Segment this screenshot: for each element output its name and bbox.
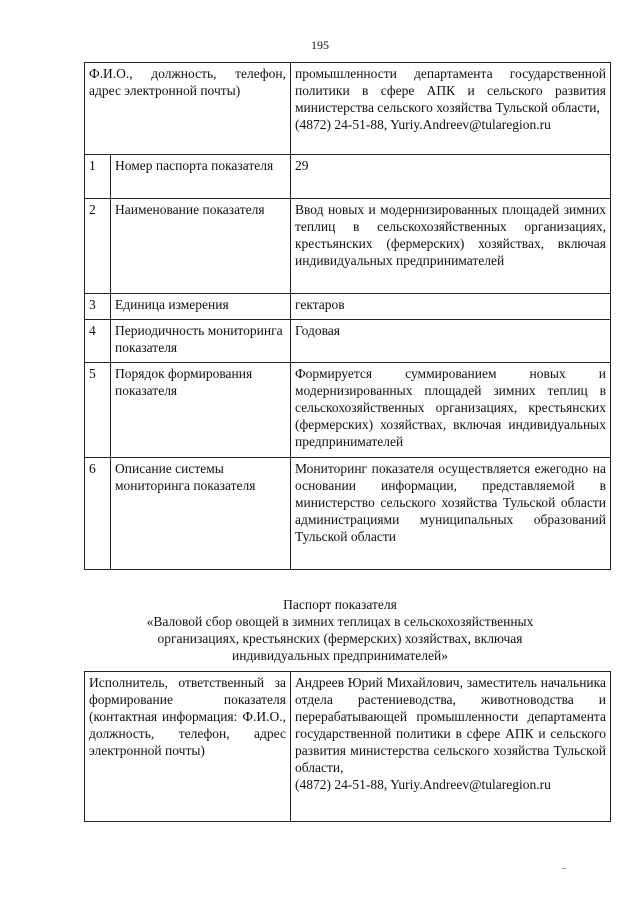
row-value-text: Андреев Юрий Михайлович, заместитель начальника отдела растениеводства, животноводства и перерабатывающей промышленности департамента государственной политики в сфере АПК и сельского развития министерства сельского хозяйства Тульской области,	[295, 675, 606, 775]
row-value: гектаров	[291, 294, 611, 320]
row-number: 1	[85, 155, 111, 199]
heading-subtitle-line: индивидуальных предпринимателей»	[232, 648, 448, 663]
row-label: Периодичность мониторинга показателя	[111, 320, 291, 363]
second-passport-table	[84, 671, 611, 822]
row-label: Ф.И.О., должность, телефон, адрес электронной почты)	[85, 63, 291, 155]
table-row	[85, 363, 611, 458]
row-label: Описание системы мониторинга показателя	[111, 458, 291, 570]
page-number: 195	[311, 38, 329, 52]
row-value: Годовая	[291, 320, 611, 363]
heading-subtitle-line: «Валовой сбор овощей в зимних теплицах в сельскохозяйственных	[146, 614, 534, 629]
row-label: Единица измерения	[111, 294, 291, 320]
row-value: Ввод новых и модернизированных площадей зимних теплиц в сельскохозяйственных организациях, крестьянских (фермерских) хозяйствах, включая индивидуальных предпринимателей	[291, 199, 611, 294]
row-number: 5	[85, 363, 111, 458]
row-value	[291, 672, 611, 822]
table-row-executor	[85, 672, 611, 822]
contact-info: (4872) 24-51-88, Yuriy.Andreev@tularegion.ru	[295, 117, 551, 132]
row-label: Порядок формирования показателя	[111, 363, 291, 458]
row-value-text: промышленности департамента государственной политики в сфере АПК и сельского развития министерства сельского хозяйства Тульской области,	[295, 66, 606, 115]
table-row	[85, 199, 611, 294]
table-row	[85, 155, 611, 199]
row-label: Исполнитель, ответственный за формирование показателя (контактная информация: Ф.И.О., должность, телефон, адрес электронной почты)	[85, 672, 291, 822]
heading-title: Паспорт показателя	[283, 597, 397, 612]
row-label: Наименование показателя	[111, 199, 291, 294]
row-value	[291, 63, 611, 155]
table-row	[85, 458, 611, 570]
row-value: Мониторинг показателя осуществляется ежегодно на основании информации, представляемой в министерство сельского хозяйства Тульской области администрациями муниципальных образований Тульской области	[291, 458, 611, 570]
row-value: Формируется суммированием новых и модернизированных площадей зимних теплиц в сельскохозяйственных организациях, крестьянских (фермерских) хозяйствах, включая индивидуальных предпринимателей	[291, 363, 611, 458]
scan-artifact	[562, 868, 566, 869]
passport-heading	[100, 596, 580, 664]
row-number: 6	[85, 458, 111, 570]
row-number: 2	[85, 199, 111, 294]
row-value: 29	[291, 155, 611, 199]
table-row	[85, 294, 611, 320]
row-number: 4	[85, 320, 111, 363]
contact-info: (4872) 24-51-88, Yuriy.Andreev@tularegion.ru	[295, 777, 551, 792]
table-row-contact-continued	[85, 63, 611, 155]
row-number: 3	[85, 294, 111, 320]
indicator-passport-table	[84, 62, 611, 570]
heading-subtitle-line: организациях, крестьянских (фермерских) хозяйствах, включая	[157, 631, 523, 646]
row-label: Номер паспорта показателя	[111, 155, 291, 199]
table-row	[85, 320, 611, 363]
